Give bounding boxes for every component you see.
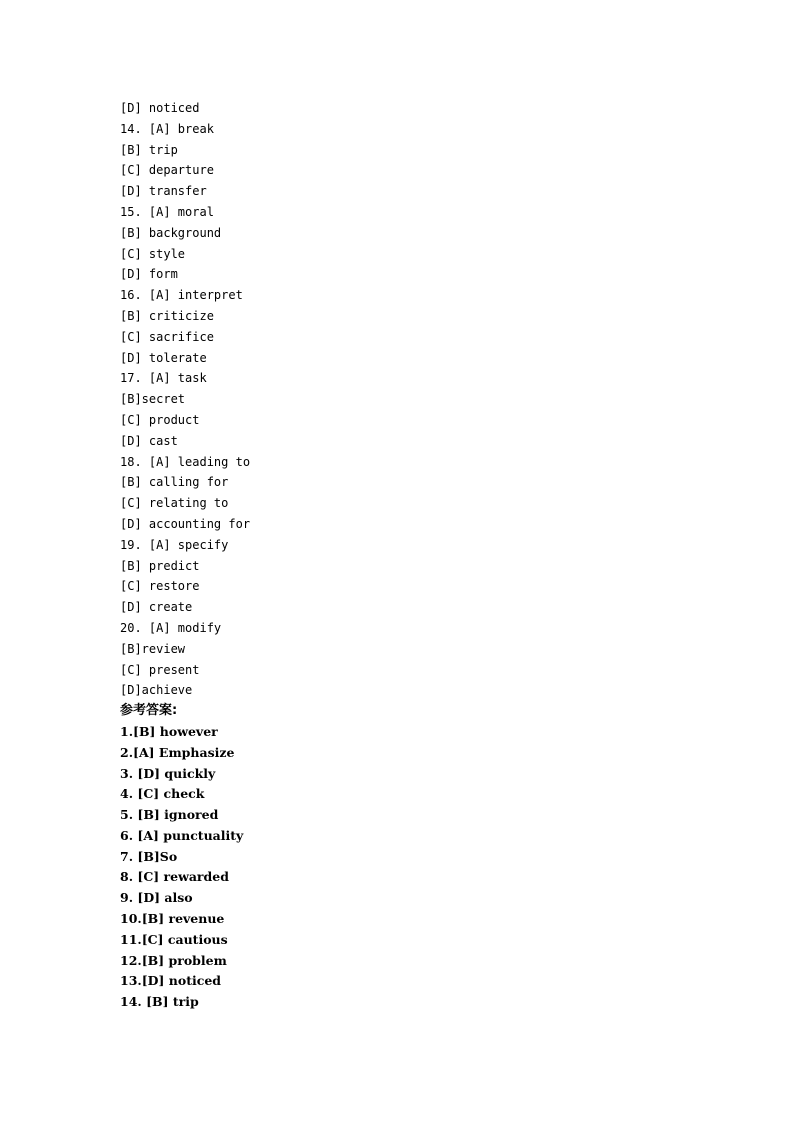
option-line: [C] restore xyxy=(120,579,200,594)
option-line: [D] tolerate xyxy=(120,350,207,365)
answer-line: 9. [D] also xyxy=(120,890,193,906)
answer-line: 13.[D] noticed xyxy=(120,973,222,989)
option-line: [C] present xyxy=(120,662,200,677)
option-line: 17. [A] task xyxy=(120,371,207,386)
option-line: [D] cast xyxy=(120,433,178,448)
answer-line: 4. [C] check xyxy=(120,786,205,802)
option-line: [D] create xyxy=(120,600,193,615)
option-line: [B] background xyxy=(120,225,222,240)
option-line: 18. [A] leading to xyxy=(120,454,251,469)
option-line: [C] departure xyxy=(120,163,214,178)
option-line: [B] calling for xyxy=(120,475,229,490)
option-line: [B] criticize xyxy=(120,308,214,323)
option-line: [D]achieve xyxy=(120,683,193,698)
answer-line: 12.[B] problem xyxy=(120,952,227,968)
answer-line: 2.[A] Emphasize xyxy=(120,744,235,760)
option-line: [D] form xyxy=(120,267,178,282)
option-line: [B]review xyxy=(120,641,186,656)
option-line: [C] product xyxy=(120,412,200,427)
option-line: [B]secret xyxy=(120,392,186,407)
option-line: [D] noticed xyxy=(120,101,200,115)
option-line: 19. [A] specify xyxy=(120,537,229,552)
answer-line: 7. [B]So xyxy=(120,848,178,864)
options-list xyxy=(120,98,720,701)
answer-line: 3. [D] quickly xyxy=(120,765,216,781)
answer-line: 11.[C] cautious xyxy=(120,931,228,947)
document-content xyxy=(120,98,720,1013)
option-line: [C] relating to xyxy=(120,496,229,511)
answer-heading: 参考答案: xyxy=(120,703,178,719)
option-line: 14. [A] break xyxy=(120,121,214,136)
answer-line: 6. [A] punctuality xyxy=(120,827,244,843)
option-line: [D] transfer xyxy=(120,184,207,199)
option-line: [B] predict xyxy=(120,558,200,573)
option-line: [D] accounting for xyxy=(120,516,251,531)
option-line: [C] style xyxy=(120,246,186,261)
answer-line: 14. [B] trip xyxy=(120,994,199,1010)
option-line: [B] trip xyxy=(120,142,178,157)
answer-line: 8. [C] rewarded xyxy=(120,869,229,885)
answer-line: 1.[B] however xyxy=(120,723,218,739)
option-line: 20. [A] modify xyxy=(120,620,222,635)
answer-line: 5. [B] ignored xyxy=(120,807,219,823)
option-line: [C] sacrifice xyxy=(120,329,214,344)
option-line: 15. [A] moral xyxy=(120,204,214,219)
answers-list xyxy=(120,722,720,1013)
option-line: 16. [A] interpret xyxy=(120,288,243,303)
answer-line: 10.[B] revenue xyxy=(120,911,225,927)
